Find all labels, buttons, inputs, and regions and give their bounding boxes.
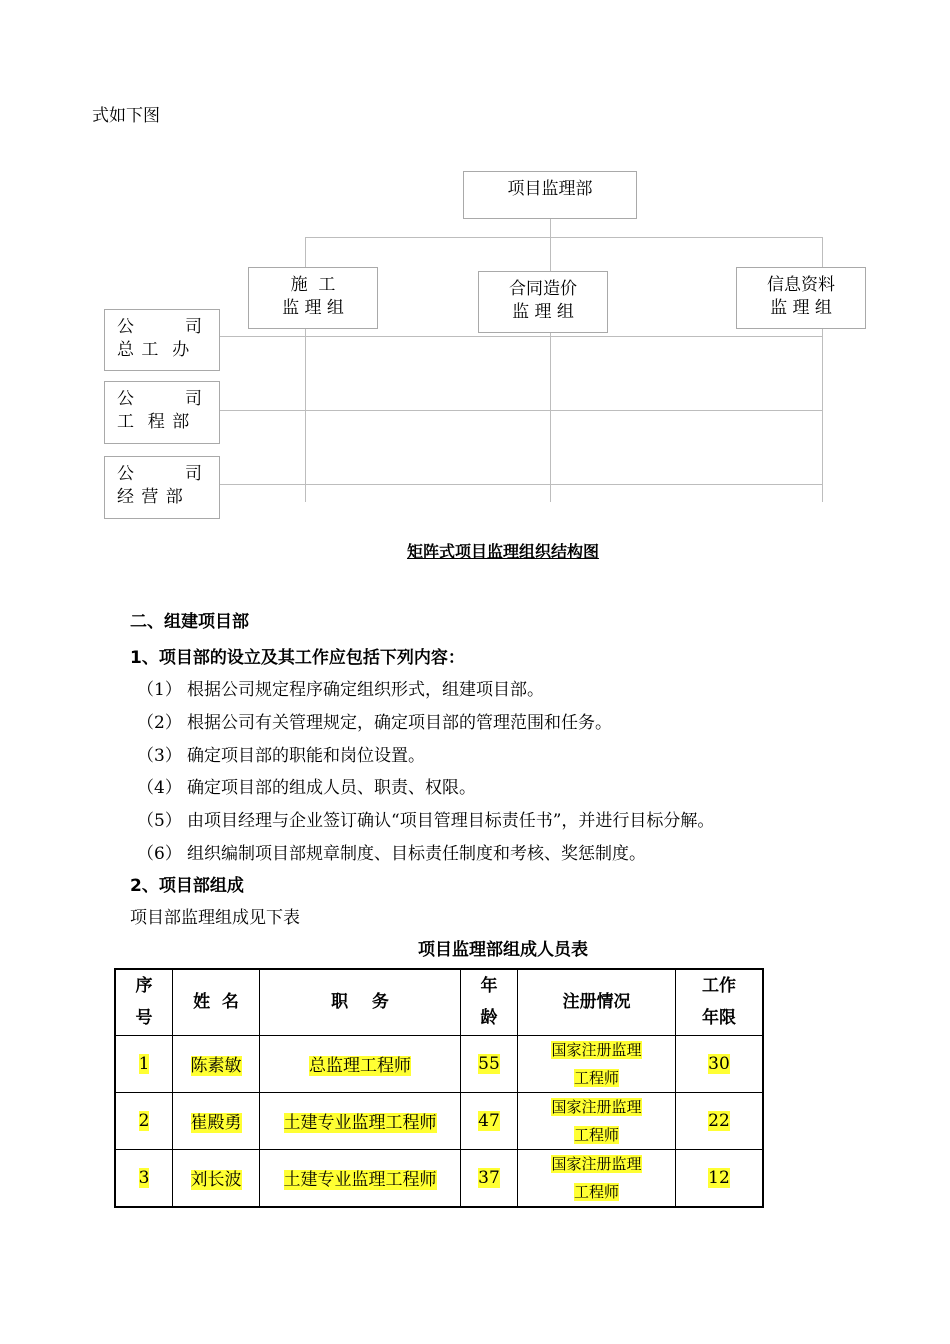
org-box-project-dept: 项目监理部 xyxy=(463,171,637,219)
header-registration: 注册情况 xyxy=(518,969,676,1035)
cell-name: 刘长波 xyxy=(173,1149,260,1207)
org-box-line: 总 工 办 xyxy=(117,340,191,360)
connector-line xyxy=(219,484,823,485)
header-years: 工作 年限 xyxy=(676,969,764,1035)
staff-table xyxy=(114,968,764,1208)
org-box-contract-cost-group xyxy=(478,271,608,333)
cell-seq: 2 xyxy=(115,1092,173,1149)
list-item: （5） 由项目经理与企业签订确认“项目管理目标责任书”，并进行目标分解。 xyxy=(137,811,715,831)
cell-years: 12 xyxy=(676,1149,764,1207)
org-box-line: 施 工 xyxy=(290,275,336,295)
list-item: （3） 确定项目部的职能和岗位设置。 xyxy=(137,746,425,766)
table-title: 项目监理部组成人员表 xyxy=(418,940,588,960)
org-box-line: 监 理 组 xyxy=(770,298,832,318)
org-box-line: 信息资料 xyxy=(767,275,835,295)
header-role: 职 务 xyxy=(260,969,461,1035)
section-heading: 二、组建项目部 xyxy=(130,612,249,632)
cell-years: 22 xyxy=(676,1092,764,1149)
org-box-line: 监 理 组 xyxy=(512,302,574,322)
table-row xyxy=(115,1149,763,1207)
table-header-row xyxy=(115,969,763,1035)
cell-age: 47 xyxy=(461,1092,518,1149)
org-box-info-group xyxy=(736,267,866,329)
list-item: （6） 组织编制项目部规章制度、目标责任制度和考核、奖惩制度。 xyxy=(137,844,646,864)
org-box-line: 公 司 xyxy=(117,464,203,484)
cell-age: 55 xyxy=(461,1035,518,1092)
header-age: 年 龄 xyxy=(461,969,518,1035)
connector-line xyxy=(305,237,823,238)
org-box-line: 公 司 xyxy=(117,389,203,409)
org-box-business-dept xyxy=(104,456,220,519)
org-box-line: 工 程 部 xyxy=(117,412,191,432)
subsection-heading: 2、项目部组成 xyxy=(130,876,244,896)
cell-name: 陈素敏 xyxy=(173,1035,260,1092)
org-box-engineering-dept xyxy=(104,381,220,444)
cell-role: 土建专业监理工程师 xyxy=(260,1149,461,1207)
cell-registration: 国家注册监理 工程师 xyxy=(518,1092,676,1149)
list-item: （1） 根据公司规定程序确定组织形式，组建项目部。 xyxy=(137,680,544,700)
cell-seq: 1 xyxy=(115,1035,173,1092)
org-box-line: 经 营 部 xyxy=(117,487,184,507)
cell-years: 30 xyxy=(676,1035,764,1092)
list-item: （2） 根据公司有关管理规定，确定项目部的管理范围和任务。 xyxy=(137,713,612,733)
org-box-chief-engineer-office xyxy=(104,309,220,371)
paragraph: 项目部监理组成见下表 xyxy=(130,908,300,928)
cell-age: 37 xyxy=(461,1149,518,1207)
cell-name: 崔殿勇 xyxy=(173,1092,260,1149)
table-row xyxy=(115,1092,763,1149)
org-box-line: 监 理 组 xyxy=(282,298,344,318)
connector-line xyxy=(219,410,823,411)
cell-role: 总监理工程师 xyxy=(260,1035,461,1092)
cell-registration: 国家注册监理 工程师 xyxy=(518,1035,676,1092)
org-chart-caption: 矩阵式项目监理组织结构图 xyxy=(406,542,599,561)
table-row xyxy=(115,1035,763,1092)
subsection-heading: 1、项目部的设立及其工作应包括下列内容： xyxy=(130,648,465,668)
org-box-line: 合同造价 xyxy=(509,279,577,299)
intro-text: 式如下图 xyxy=(92,106,160,126)
org-box-construction-group xyxy=(248,267,378,329)
header-seq: 序 号 xyxy=(115,969,173,1035)
cell-role: 土建专业监理工程师 xyxy=(260,1092,461,1149)
header-name: 姓 名 xyxy=(173,969,260,1035)
cell-seq: 3 xyxy=(115,1149,173,1207)
connector-line xyxy=(219,336,823,337)
cell-registration: 国家注册监理 工程师 xyxy=(518,1149,676,1207)
list-item: （4） 确定项目部的组成人员、职责、权限。 xyxy=(137,778,476,798)
org-box-line: 公 司 xyxy=(117,317,203,337)
